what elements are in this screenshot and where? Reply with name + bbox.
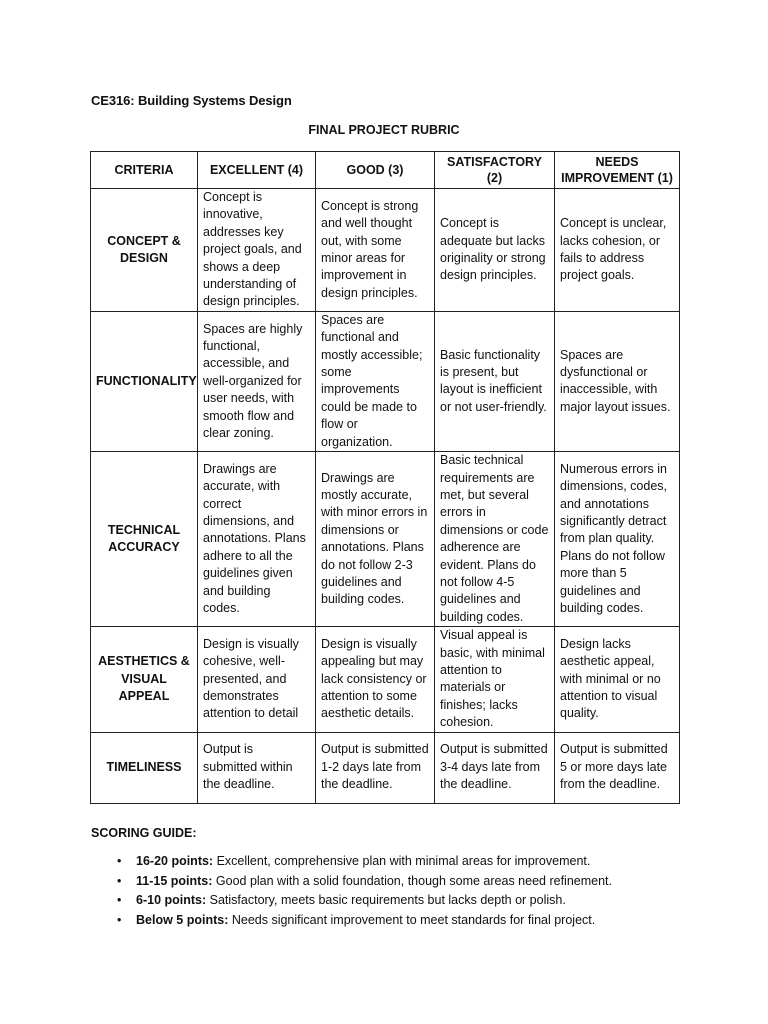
table-row: [91, 311, 680, 451]
points-range: 16-20 points:: [136, 854, 214, 868]
table-header-row: [91, 152, 680, 189]
table-row: [91, 732, 680, 803]
needs-improvement-cell: Spaces are dysfunctional or inaccessible, with major layout issues.: [555, 311, 680, 451]
needs-improvement-cell: Design lacks aesthetic appeal, with minimal or no attention to visual quality.: [555, 627, 680, 732]
bullet-icon: •: [117, 912, 122, 927]
good-cell: Concept is strong and well thought out, with some minor areas for improvement in design principles.: [316, 189, 435, 312]
bullet-icon: •: [117, 854, 122, 868]
good-cell: Output is submitted 1-2 days late from the deadline.: [316, 732, 435, 803]
points-description: Excellent, comprehensive plan with minimal areas for improvement.: [213, 854, 591, 868]
excellent-cell: Drawings are accurate, with correct dimensions, and annotations. Plans adhere to all the guidelines given and building codes.: [198, 452, 316, 627]
points-range: 6-10 points:: [136, 893, 207, 908]
list-item: [91, 852, 731, 872]
points-description: Good plan with a solid foundation, though some areas need refinement.: [212, 873, 612, 888]
satisfactory-cell: Basic technical requirements are met, but several errors in dimensions or code adherence are evident. Plans do not follow 4-5 guidelines and building codes.: [435, 452, 555, 627]
excellent-cell: Output is submitted within the deadline.: [198, 732, 316, 803]
scoring-guide-title: SCORING GUIDE:: [91, 826, 197, 840]
excellent-cell: Concept is innovative, addresses key project goals, and shows a deep understanding of design principles.: [198, 189, 316, 312]
rubric-table: [90, 151, 680, 804]
good-cell: Design is visually appealing but may lack consistency or attention to some aesthetic details.: [316, 627, 435, 732]
satisfactory-cell: Output is submitted 3-4 days late from the deadline.: [435, 732, 555, 803]
satisfactory-cell: Visual appeal is basic, with minimal attention to materials or finishes; lacks cohesion.: [435, 627, 555, 732]
list-item: [91, 891, 731, 911]
criteria-cell: TIMELINESS: [91, 732, 198, 803]
needs-improvement-cell: Concept is unclear, lacks cohesion, or fails to address project goals.: [555, 189, 680, 312]
course-title: CE316: Building Systems Design: [91, 93, 292, 108]
needs-improvement-cell: Numerous errors in dimensions, codes, and annotations significantly detract from plan quality. Plans do not follow more than 5 guidelines and building codes.: [555, 452, 680, 627]
table-row: [91, 452, 680, 627]
header-needs-improvement: NEEDS IMPROVEMENT (1): [555, 152, 680, 189]
excellent-cell: Design is visually cohesive, well-presented, and demonstrates attention to detail: [198, 627, 316, 732]
satisfactory-cell: Basic functionality is present, but layout is inefficient or not user-friendly.: [435, 311, 555, 451]
criteria-cell: AESTHETICS & VISUAL APPEAL: [91, 627, 198, 732]
criteria-cell: CONCEPT & DESIGN: [91, 189, 198, 312]
header-excellent: EXCELLENT (4): [198, 152, 316, 189]
scoring-guide-list: [91, 852, 731, 930]
rubric-title: FINAL PROJECT RUBRIC: [308, 123, 460, 137]
satisfactory-cell: Concept is adequate but lacks originality or strong design principles.: [435, 189, 555, 312]
table-row: [91, 189, 680, 312]
points-description: Needs significant improvement to meet standards for final project.: [228, 912, 596, 927]
points-description: Satisfactory, meets basic requirements but lacks depth or polish.: [206, 893, 566, 908]
points-range: 11-15 points:: [136, 873, 213, 888]
header-good: GOOD (3): [316, 152, 435, 189]
excellent-cell: Spaces are highly functional, accessible, and well-organized for user needs, with smooth flow and clear zoning.: [198, 311, 316, 451]
bullet-icon: •: [117, 873, 122, 888]
list-item: [91, 911, 731, 931]
good-cell: Drawings are mostly accurate, with minor errors in dimensions or annotations. Plans do not follow 2-3 guidelines and building codes.: [316, 452, 435, 627]
bullet-icon: •: [117, 893, 122, 908]
criteria-cell: FUNCTIONALITY: [91, 311, 198, 451]
header-criteria: CRITERIA: [91, 152, 198, 189]
points-range: Below 5 points:: [136, 912, 229, 927]
criteria-cell: TECHNICAL ACCURACY: [91, 452, 198, 627]
header-satisfactory: SATISFACTORY (2): [435, 152, 555, 189]
needs-improvement-cell: Output is submitted 5 or more days late from the deadline.: [555, 732, 680, 803]
list-item: [91, 872, 731, 892]
good-cell: Spaces are functional and mostly accessible; some improvements could be made to flow or organization.: [316, 311, 435, 451]
table-row: [91, 627, 680, 732]
